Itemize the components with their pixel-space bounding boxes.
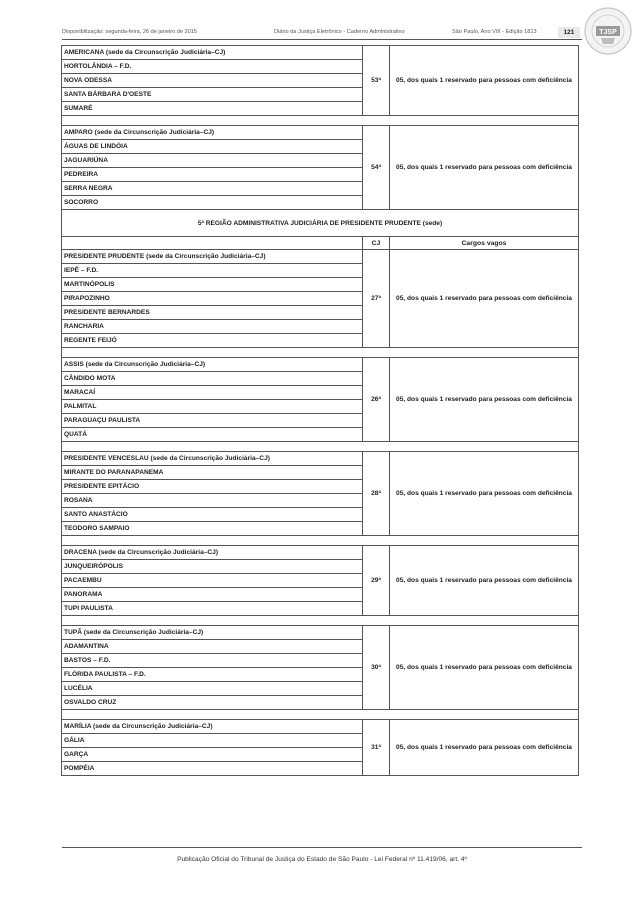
seat-comarca-cell: DRACENA (sede da Circunscrição Judiciária–CJ) xyxy=(62,546,363,560)
seal-text: TJSP xyxy=(599,29,617,36)
footer-divider xyxy=(62,847,582,848)
spacer-row xyxy=(62,710,579,720)
comarca-cell: TEODORO SAMPAIO xyxy=(62,522,363,536)
comarca-cell: JUNQUEIRÓPOLIS xyxy=(62,560,363,574)
comarca-cell: PRESIDENTE BERNARDES xyxy=(62,306,363,320)
table-row xyxy=(62,250,579,264)
comarca-cell: OSVALDO CRUZ xyxy=(62,696,363,710)
comarca-cell: MARACAÍ xyxy=(62,386,363,400)
seat-comarca-cell: AMPARO (sede da Circunscrição Judiciária–CJ) xyxy=(62,126,363,140)
comarca-cell: SANTO ANASTÁCIO xyxy=(62,508,363,522)
comarca-cell: TUPI PAULISTA xyxy=(62,602,363,616)
header-edition: São Paulo, Ano VIII - Edição 1813 xyxy=(452,29,537,35)
header-journal: Diário da Justiça Eletrônico - Caderno Administrativo xyxy=(274,29,405,35)
vacancies-cell: 05, dos quais 1 reservado para pessoas com deficiência xyxy=(390,720,579,776)
header-date: Disponibilização: segunda-feira, 26 de janeiro de 2015 xyxy=(62,29,197,35)
vacancies-cell: 05, dos quais 1 reservado para pessoas com deficiência xyxy=(390,250,579,348)
vacancies-cell: 05, dos quais 1 reservado para pessoas com deficiência xyxy=(390,358,579,442)
comarca-cell: SANTA BÁRBARA D'OESTE xyxy=(62,88,363,102)
vacancies-cell: 05, dos quais 1 reservado para pessoas com deficiência xyxy=(390,546,579,616)
spacer-row xyxy=(62,348,579,358)
table-row xyxy=(62,452,579,466)
page-header xyxy=(62,27,582,39)
comarca-cell: IEPÊ – F.D. xyxy=(62,264,363,278)
table-row xyxy=(62,720,579,734)
seat-comarca-cell: MARÍLIA (sede da Circunscrição Judiciária–CJ) xyxy=(62,720,363,734)
header-divider xyxy=(62,39,582,40)
table-row xyxy=(62,546,579,560)
spacer-row xyxy=(62,616,579,626)
vacancies-cell: 05, dos quais 1 reservado para pessoas com deficiência xyxy=(390,452,579,536)
vacancies-cell: 05, dos quais 1 reservado para pessoas com deficiência xyxy=(390,626,579,710)
comarca-cell: GÁLIA xyxy=(62,734,363,748)
comarca-cell: PRESIDENTE EPITÁCIO xyxy=(62,480,363,494)
vacancy-table-body xyxy=(62,46,579,776)
table-row xyxy=(62,126,579,140)
comarca-cell: PALMITAL xyxy=(62,400,363,414)
seat-comarca-cell: PRESIDENTE PRUDENTE (sede da Circunscrição Judiciária–CJ) xyxy=(62,250,363,264)
spacer-row xyxy=(62,536,579,546)
seat-comarca-cell: PRESIDENTE VENCESLAU (sede da Circunscrição Judiciária–CJ) xyxy=(62,452,363,466)
comarca-cell: FLÓRIDA PAULISTA – F.D. xyxy=(62,668,363,682)
comarca-cell: RANCHARIA xyxy=(62,320,363,334)
comarca-cell: HORTOLÂNDIA – F.D. xyxy=(62,60,363,74)
comarca-cell: ÁGUAS DE LINDÓIA xyxy=(62,140,363,154)
table-row xyxy=(62,46,579,60)
region-title: 5ª REGIÃO ADMINISTRATIVA JUDICIÁRIA DE PRESIDENTE PRUDENTE (sede) xyxy=(62,210,579,237)
comarca-cell: PACAEMBU xyxy=(62,574,363,588)
table-row xyxy=(62,358,579,372)
seat-comarca-cell: ASSIS (sede da Circunscrição Judiciária–CJ) xyxy=(62,358,363,372)
page-footer: Publicação Oficial do Tribunal de Justiça do Estado de São Paulo - Lei Federal nº 11.419/06, art. 4º xyxy=(177,856,467,863)
comarca-cell: PANORAMA xyxy=(62,588,363,602)
comarca-cell: SOCORRO xyxy=(62,196,363,210)
cj-number-cell: 28ª xyxy=(363,452,390,536)
cj-number-cell: 29ª xyxy=(363,546,390,616)
comarca-cell: ROSANA xyxy=(62,494,363,508)
column-header-row xyxy=(62,237,579,250)
comarca-cell: POMPÉIA xyxy=(62,762,363,776)
cj-number-cell: 54ª xyxy=(363,126,390,210)
comarca-cell: NOVA ODESSA xyxy=(62,74,363,88)
spacer-row xyxy=(62,442,579,452)
table-row xyxy=(62,626,579,640)
tjsp-seal-logo xyxy=(583,6,633,56)
comarca-cell: PIRAPOZINHO xyxy=(62,292,363,306)
vacancy-table xyxy=(61,45,579,776)
cj-number-cell: 26ª xyxy=(363,358,390,442)
spacer-row xyxy=(62,116,579,126)
comarca-cell: GARÇA xyxy=(62,748,363,762)
column-header-vacancies: Cargos vagos xyxy=(390,237,579,250)
region-row xyxy=(62,210,579,237)
comarca-cell: PARAGUAÇU PAULISTA xyxy=(62,414,363,428)
column-header-cj: CJ xyxy=(363,237,390,250)
comarca-cell: ADAMANTINA xyxy=(62,640,363,654)
cj-number-cell: 30ª xyxy=(363,626,390,710)
vacancies-cell: 05, dos quais 1 reservado para pessoas com deficiência xyxy=(390,126,579,210)
vacancies-cell: 05, dos quais 1 reservado para pessoas com deficiência xyxy=(390,46,579,116)
comarca-cell: JAGUARIÚNA xyxy=(62,154,363,168)
column-header-empty xyxy=(62,237,363,250)
seat-comarca-cell: AMERICANA (sede da Circunscrição Judiciária–CJ) xyxy=(62,46,363,60)
cj-number-cell: 53ª xyxy=(363,46,390,116)
comarca-cell: REGENTE FEIJÓ xyxy=(62,334,363,348)
seat-comarca-cell: TUPÃ (sede da Circunscrição Judiciária–CJ) xyxy=(62,626,363,640)
comarca-cell: MIRANTE DO PARANAPANEMA xyxy=(62,466,363,480)
comarca-cell: MARTINÓPOLIS xyxy=(62,278,363,292)
comarca-cell: BASTOS – F.D. xyxy=(62,654,363,668)
comarca-cell: QUATÁ xyxy=(62,428,363,442)
cj-number-cell: 27ª xyxy=(363,250,390,348)
comarca-cell: LUCÉLIA xyxy=(62,682,363,696)
comarca-cell: CÂNDIDO MOTA xyxy=(62,372,363,386)
cj-number-cell: 31ª xyxy=(363,720,390,776)
page-number: 121 xyxy=(558,27,580,38)
comarca-cell: SERRA NEGRA xyxy=(62,182,363,196)
comarca-cell: SUMARÉ xyxy=(62,102,363,116)
comarca-cell: PEDREIRA xyxy=(62,168,363,182)
